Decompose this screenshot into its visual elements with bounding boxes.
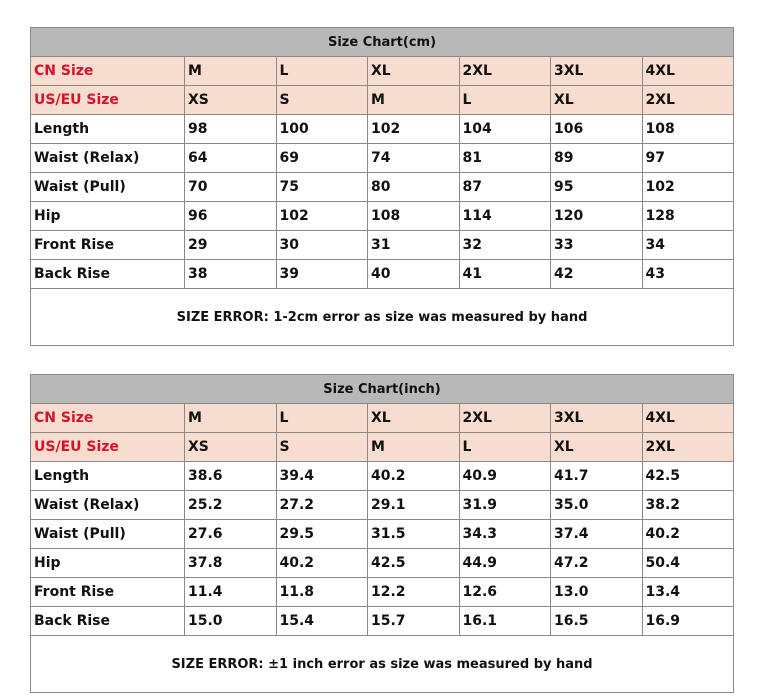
value-cell: 70 [185,173,277,202]
value-cell: 38.6 [185,462,277,491]
value-cell: 33 [551,231,643,260]
value-cell: 15.4 [276,607,368,636]
value-cell: 15.7 [368,607,460,636]
size-cell: L [276,404,368,433]
row-label: Front Rise [31,578,185,607]
value-cell: 106 [551,115,643,144]
value-cell: 32 [459,231,551,260]
row-label: Waist (Relax) [31,144,185,173]
value-cell: 108 [368,202,460,231]
value-cell: 16.1 [459,607,551,636]
value-cell: 40 [368,260,460,289]
value-cell: 38 [185,260,277,289]
value-cell: 128 [642,202,734,231]
row-label: US/EU Size [31,86,185,115]
value-cell: 30 [276,231,368,260]
row-label: US/EU Size [31,433,185,462]
value-cell: 42.5 [368,549,460,578]
row-label: Waist (Pull) [31,173,185,202]
us-eu-size-row [31,433,734,462]
row-label: Length [31,462,185,491]
row-label: Length [31,115,185,144]
size-cell: 2XL [642,86,734,115]
value-cell: 31.5 [368,520,460,549]
size-cell: 2XL [642,433,734,462]
value-cell: 38.2 [642,491,734,520]
cn-size-row [31,404,734,433]
value-cell: 102 [642,173,734,202]
value-cell: 64 [185,144,277,173]
us-eu-size-row [31,86,734,115]
waist-relax-row [31,491,734,520]
size-cell: S [276,433,368,462]
value-cell: 40.2 [642,520,734,549]
size-cell: XL [551,86,643,115]
value-cell: 47.2 [551,549,643,578]
waist-pull-row [31,173,734,202]
cn-size-row [31,57,734,86]
size-chart-cm [30,27,734,346]
value-cell: 37.4 [551,520,643,549]
value-cell: 39 [276,260,368,289]
note-row [31,289,734,346]
size-error-note: SIZE ERROR: ±1 inch error as size was measured by hand [31,636,734,693]
note-row [31,636,734,693]
value-cell: 12.6 [459,578,551,607]
size-chart-inch [30,374,734,693]
value-cell: 108 [642,115,734,144]
chart-title: Size Chart(inch) [31,375,734,404]
value-cell: 11.8 [276,578,368,607]
size-cell: 3XL [551,57,643,86]
value-cell: 34.3 [459,520,551,549]
value-cell: 42.5 [642,462,734,491]
front-rise-row [31,231,734,260]
size-cell: L [459,433,551,462]
size-cell: L [276,57,368,86]
waist-relax-row [31,144,734,173]
size-cell: L [459,86,551,115]
value-cell: 102 [276,202,368,231]
size-cell: M [368,433,460,462]
value-cell: 120 [551,202,643,231]
row-label: Back Rise [31,607,185,636]
value-cell: 27.6 [185,520,277,549]
value-cell: 74 [368,144,460,173]
value-cell: 43 [642,260,734,289]
value-cell: 40.9 [459,462,551,491]
value-cell: 97 [642,144,734,173]
value-cell: 39.4 [276,462,368,491]
value-cell: 102 [368,115,460,144]
value-cell: 42 [551,260,643,289]
size-cell: 4XL [642,57,734,86]
front-rise-row [31,578,734,607]
value-cell: 15.0 [185,607,277,636]
back-rise-row [31,260,734,289]
row-label: Waist (Relax) [31,491,185,520]
value-cell: 44.9 [459,549,551,578]
size-cell: M [185,404,277,433]
size-cell: XL [368,404,460,433]
value-cell: 104 [459,115,551,144]
size-error-note: SIZE ERROR: 1-2cm error as size was measured by hand [31,289,734,346]
row-label: Hip [31,549,185,578]
row-label: CN Size [31,57,185,86]
value-cell: 87 [459,173,551,202]
length-row [31,115,734,144]
value-cell: 98 [185,115,277,144]
value-cell: 96 [185,202,277,231]
value-cell: 11.4 [185,578,277,607]
size-cell: M [185,57,277,86]
length-row [31,462,734,491]
value-cell: 13.0 [551,578,643,607]
size-cell: XS [185,86,277,115]
value-cell: 16.9 [642,607,734,636]
value-cell: 95 [551,173,643,202]
hip-row [31,202,734,231]
value-cell: 37.8 [185,549,277,578]
size-cell: 2XL [459,57,551,86]
chart-title: Size Chart(cm) [31,28,734,57]
value-cell: 31.9 [459,491,551,520]
value-cell: 25.2 [185,491,277,520]
value-cell: 75 [276,173,368,202]
size-cell: S [276,86,368,115]
value-cell: 29 [185,231,277,260]
value-cell: 16.5 [551,607,643,636]
waist-pull-row [31,520,734,549]
hip-row [31,549,734,578]
value-cell: 114 [459,202,551,231]
value-cell: 27.2 [276,491,368,520]
size-cell: XS [185,433,277,462]
size-cell: XL [551,433,643,462]
row-label: Hip [31,202,185,231]
value-cell: 29.5 [276,520,368,549]
row-label: Waist (Pull) [31,520,185,549]
value-cell: 69 [276,144,368,173]
value-cell: 40.2 [368,462,460,491]
value-cell: 80 [368,173,460,202]
value-cell: 100 [276,115,368,144]
value-cell: 50.4 [642,549,734,578]
size-cell: 4XL [642,404,734,433]
row-label: Front Rise [31,231,185,260]
value-cell: 12.2 [368,578,460,607]
size-cell: 3XL [551,404,643,433]
value-cell: 41.7 [551,462,643,491]
size-cell: XL [368,57,460,86]
row-label: CN Size [31,404,185,433]
value-cell: 31 [368,231,460,260]
value-cell: 29.1 [368,491,460,520]
size-cell: M [368,86,460,115]
value-cell: 81 [459,144,551,173]
back-rise-row [31,607,734,636]
value-cell: 35.0 [551,491,643,520]
size-cell: 2XL [459,404,551,433]
value-cell: 13.4 [642,578,734,607]
value-cell: 40.2 [276,549,368,578]
value-cell: 34 [642,231,734,260]
value-cell: 41 [459,260,551,289]
value-cell: 89 [551,144,643,173]
row-label: Back Rise [31,260,185,289]
